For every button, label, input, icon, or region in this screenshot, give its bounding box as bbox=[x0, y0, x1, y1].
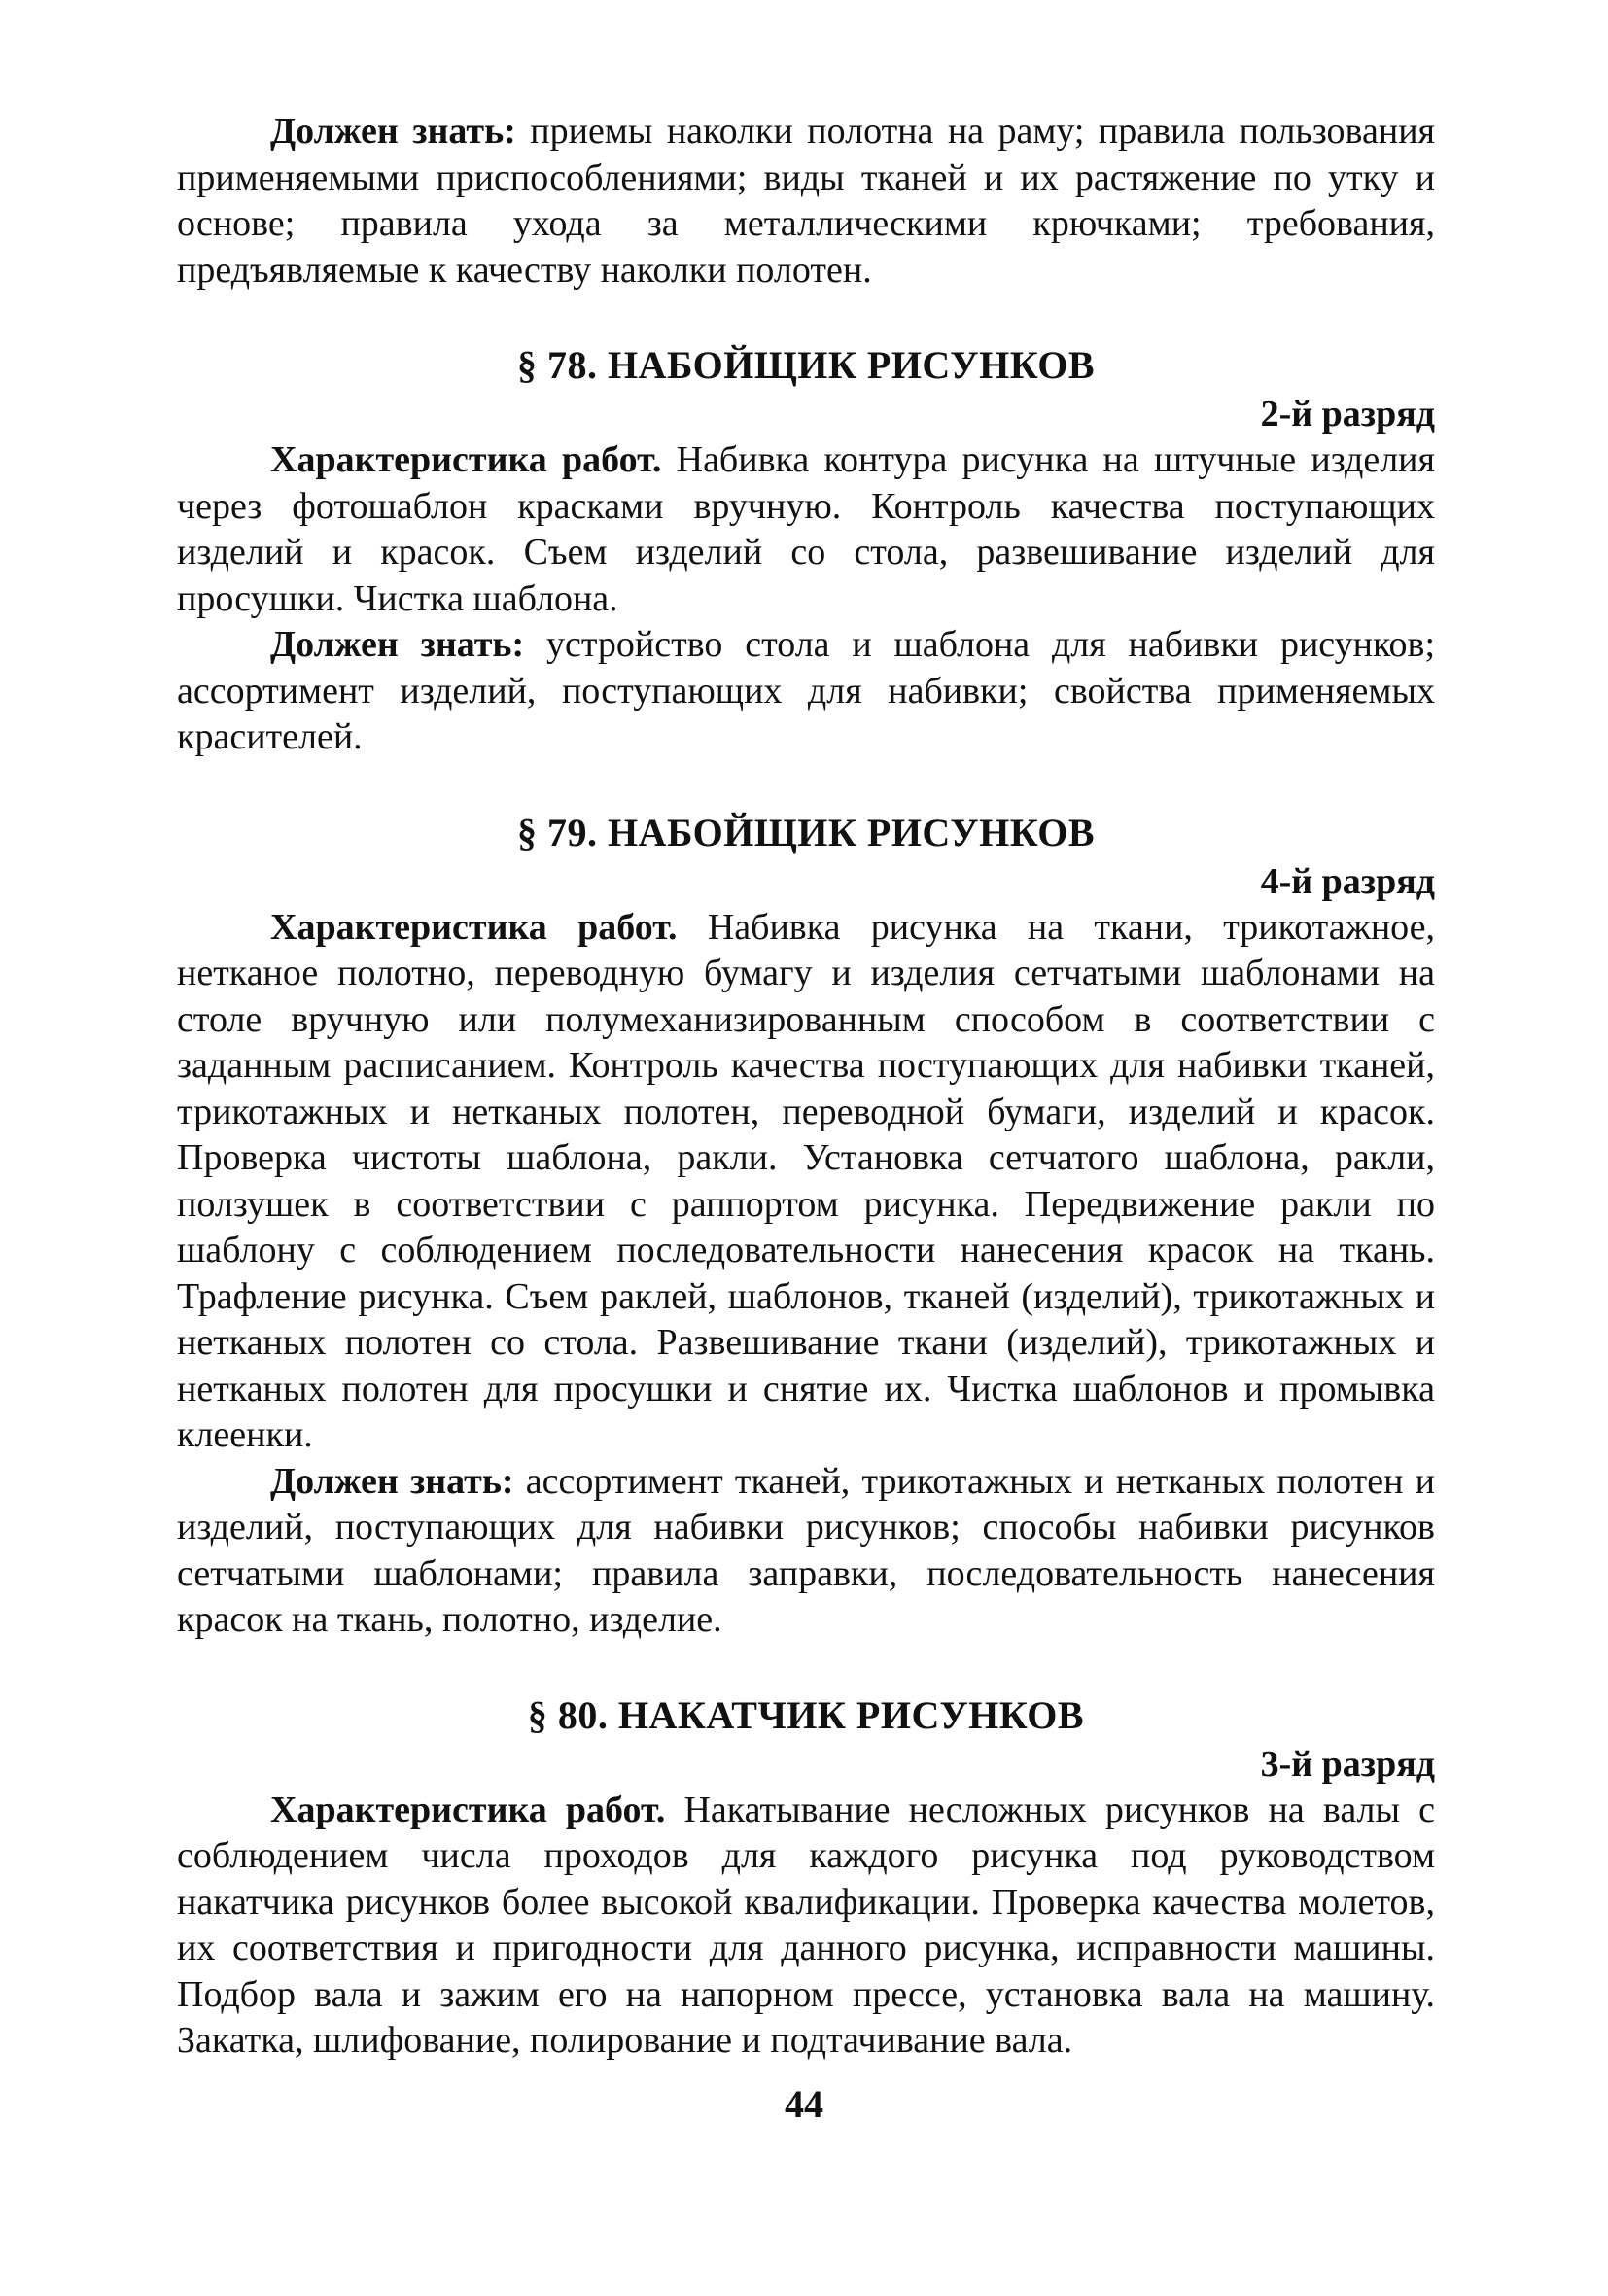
section-title: § 78. НАБОЙЩИК РИСУНКОВ bbox=[516, 343, 1096, 387]
paragraph-lead: Характеристика работ. bbox=[270, 439, 662, 480]
characteristics-paragraph bbox=[177, 905, 1435, 1459]
section-title: § 80. НАКАТЧИК РИСУНКОВ bbox=[527, 1692, 1085, 1737]
section-rank: 2-й разряд bbox=[1260, 394, 1435, 435]
paragraph-lead: Характеристика работ. bbox=[270, 1789, 666, 1830]
paragraph-text: устройство стола и шаблона для набивки рисунков; ассортимент изделий, поступающих для набивки; свойства применяемых красителей. bbox=[177, 624, 1436, 757]
section-rank: 3-й разряд bbox=[1260, 1743, 1435, 1785]
paragraph-lead: Должен знать: bbox=[270, 1460, 514, 1502]
characteristics-paragraph bbox=[177, 437, 1435, 622]
paragraph-lead: Характеристика работ. bbox=[270, 906, 678, 948]
paragraph-text: Накатывание несложных рисунков на валы с соблюдением числа проходов для каждого рисунка под руководством накатчика рисунков более высокой квалификации. Проверка качества молетов, их соответствия и пригодности для данного рисунка, исправности машины. Подбор вала и зажим его на напорном прессе, установка вала на машину. Закатка, шлифование, полирование и подтачивание вала. bbox=[177, 1789, 1435, 2061]
characteristics-paragraph bbox=[177, 1788, 1435, 2065]
document-page bbox=[177, 109, 1435, 2065]
knowledge-paragraph bbox=[177, 1459, 1435, 1644]
paragraph-lead: Должен знать: bbox=[270, 624, 525, 665]
paragraph-lead: Должен знать: bbox=[270, 111, 516, 152]
page-number: 44 bbox=[785, 2082, 823, 2126]
intro-paragraph bbox=[177, 109, 1435, 294]
knowledge-paragraph bbox=[177, 622, 1435, 761]
section-title: § 79. НАБОЙЩИК РИСУНКОВ bbox=[516, 810, 1096, 854]
paragraph-text: Набивка контура рисунка на штучные изделия через фотошаблон красками вручную. Контроль качества поступающих изделий и красок. Съем изделий со стола, развешивание изделий для просушки. Чистка шаблона. bbox=[177, 439, 1435, 619]
paragraph-text: приемы наколки полотна на раму; правила пользования применяемыми приспособлениями; виды тканей и их растяжение по утку и основе; правила ухода за металлическими крючками; требования, предъявляемые к качеству наколки полотен. bbox=[177, 111, 1436, 291]
paragraph-text: Набивка рисунка на ткани, трикотажное, нетканое полотно, переводную бумагу и изделия сетчатыми шаблонами на столе вручную или полумеханизированным способом в соответствии с заданным расписанием. Контроль качества поступающих для набивки тканей, трикотажных и нетканых полотен, переводной бумаги, изделий и красок. Проверка чистоты шаблона, ракли. Установка сетчатого шаблона, ракли, ползушек в соответствии с раппортом рисунка. Передвижение ракли по шаблону с соблюдением последовательности нанесения красок на ткань. Трафление рисунка. Съем раклей, шаблонов, тканей (изделий), трикотажных и нетканых полотен со стола. Развешивание ткани (изделий), трикотажных и нетканых полотен для просушки и снятие их. Чистка шаблонов и промывка клеенки. bbox=[177, 906, 1435, 1455]
paragraph-text: ассортимент тканей, трикотажных и нетканых полотен и изделий, поступающих для набивки рисунков; способы набивки рисунков сетчатыми шаблонами; правила заправки, последовательность нанесения красок на ткань, полотно, изделие. bbox=[177, 1460, 1435, 1640]
section-rank: 4-й разряд bbox=[1260, 860, 1435, 902]
